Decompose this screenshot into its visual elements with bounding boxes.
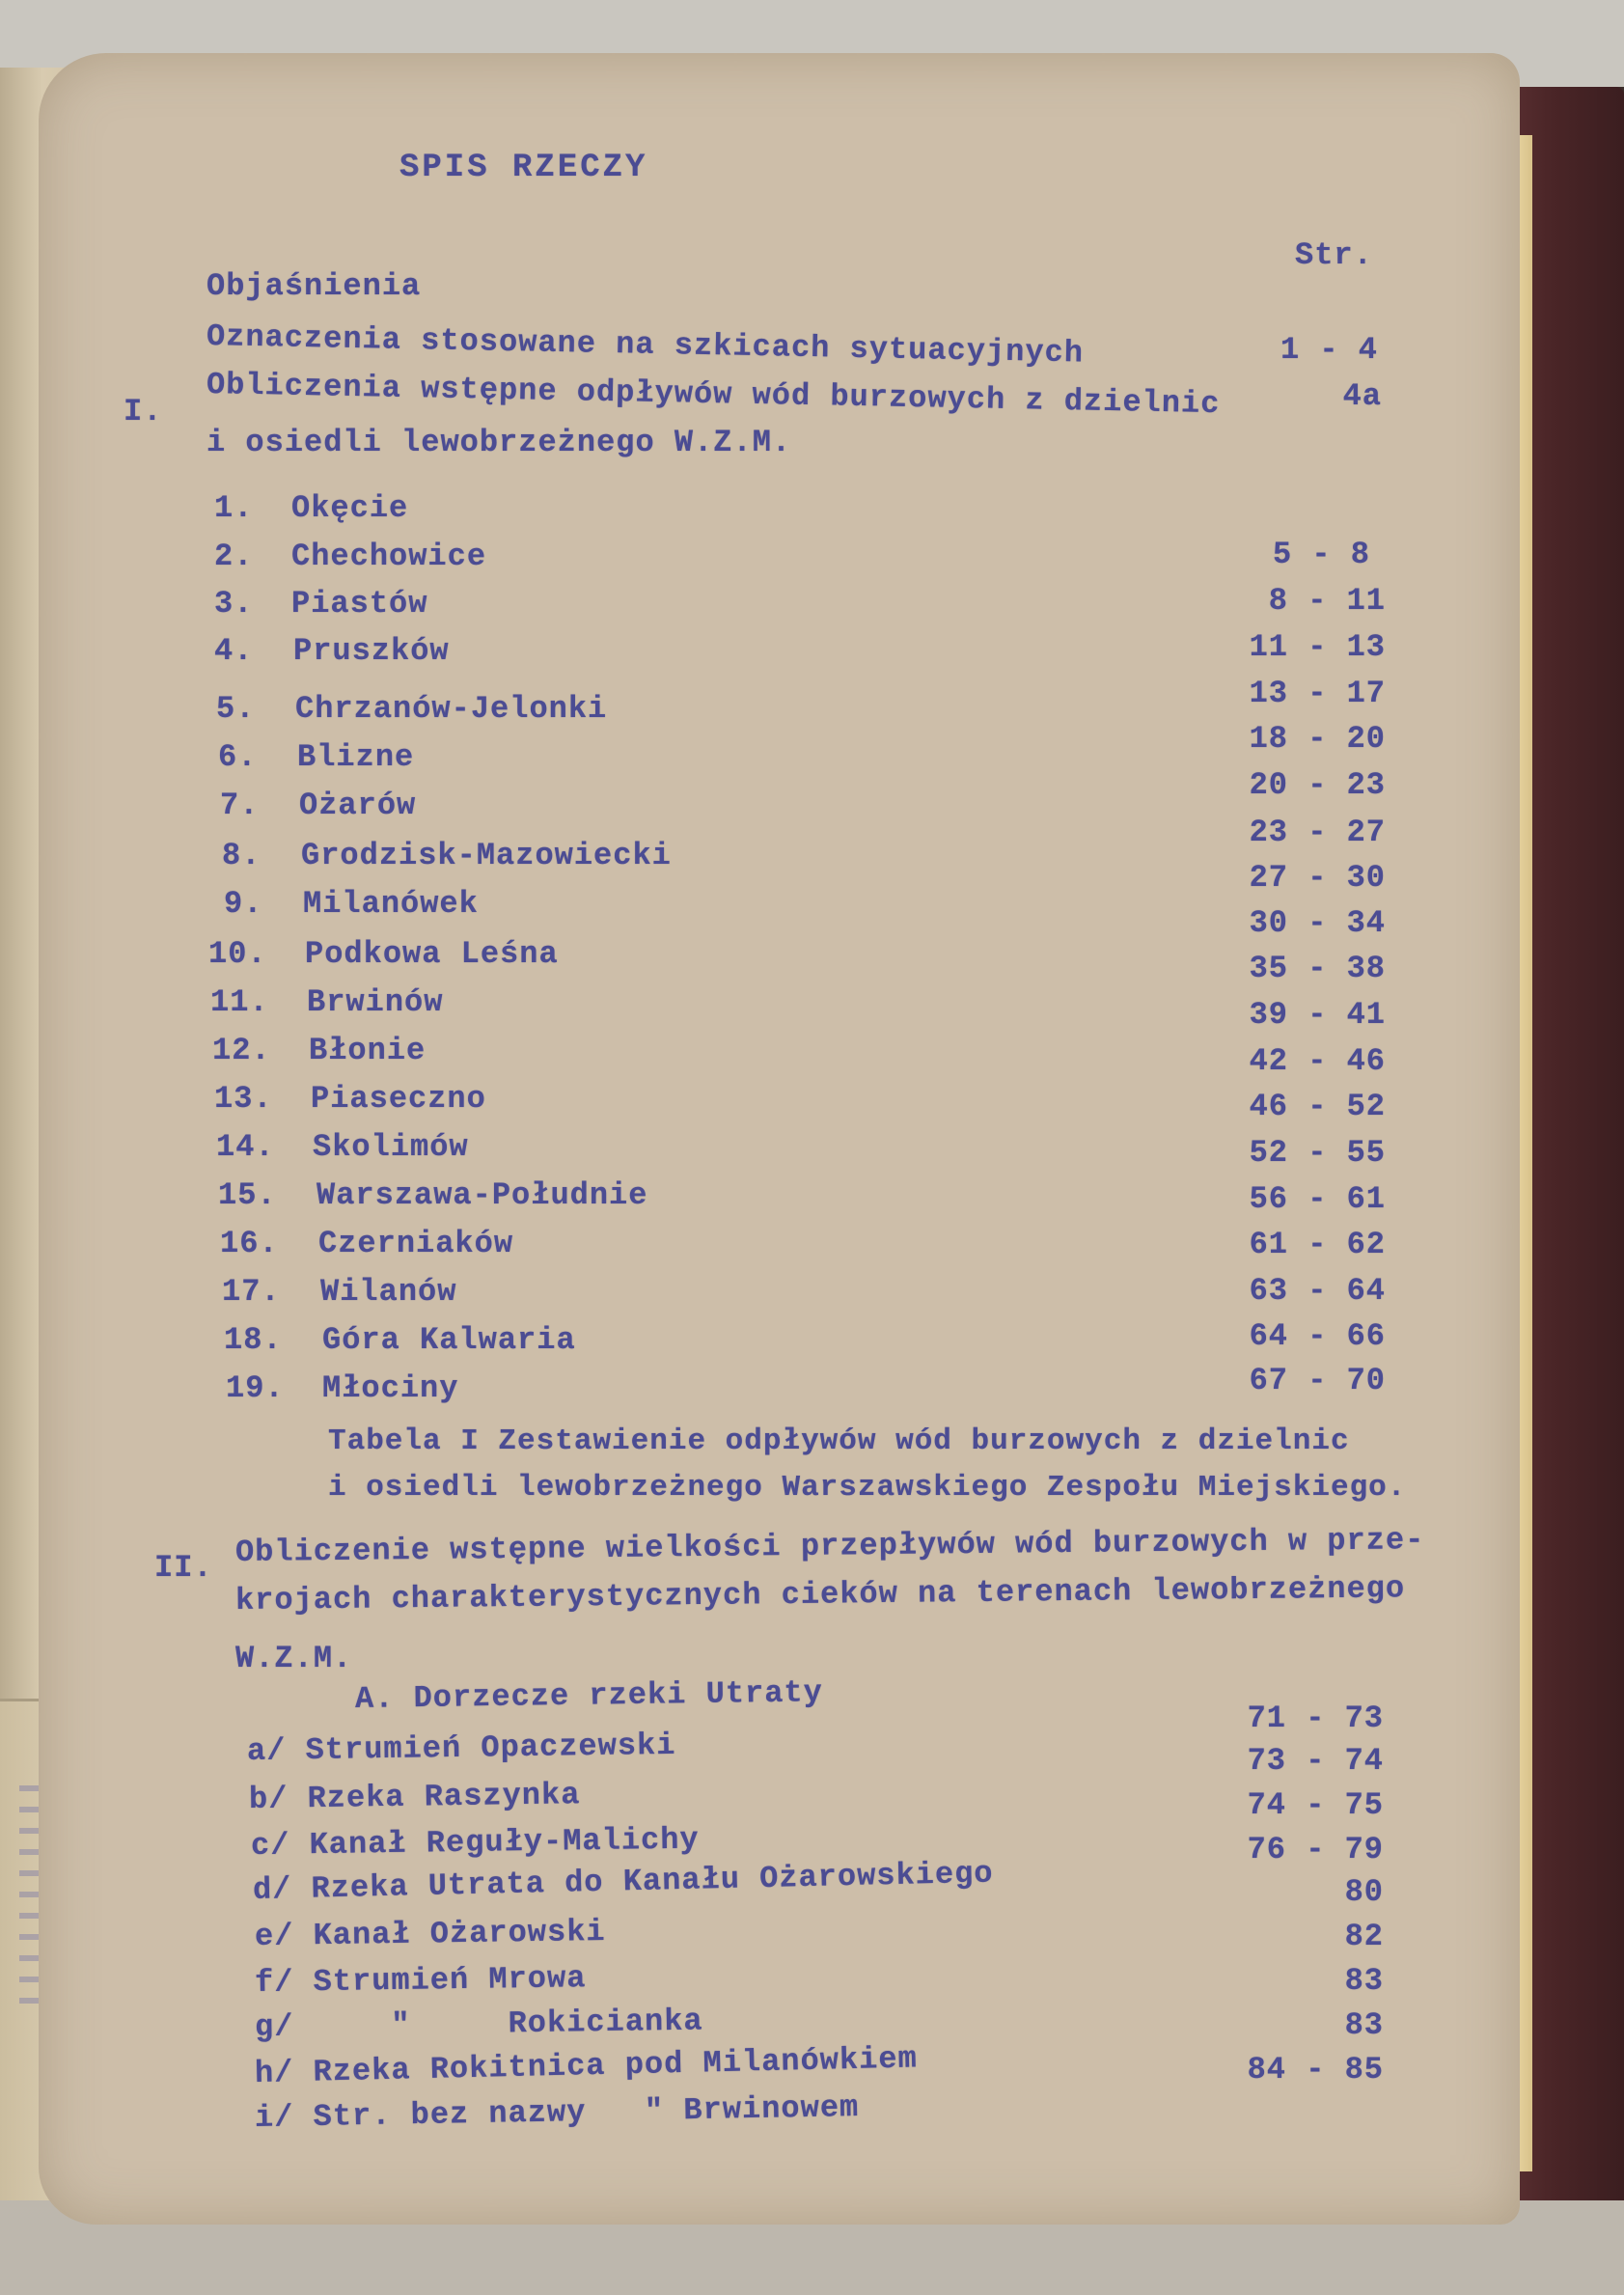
list-item-pages: 20 - 23 xyxy=(1249,767,1386,803)
list-item-name: Chrzanów-Jelonki xyxy=(295,691,608,727)
list-item-name: Piaseczno xyxy=(311,1081,486,1117)
section-1-numeral: I. xyxy=(124,394,163,429)
subsection-item-pages: 80 xyxy=(1344,1874,1384,1910)
list-item-name: Piastów xyxy=(291,586,428,622)
list-item-name: Góra Kalwaria xyxy=(322,1322,576,1358)
list-item-number: 12. xyxy=(212,1033,271,1068)
list-item-pages: 8 - 11 xyxy=(1268,583,1386,619)
section-2-heading: W.Z.M. xyxy=(235,1641,353,1676)
extra-pages: 67 - 70 xyxy=(1249,1363,1386,1398)
section-2-heading: krojach charakterystycznych cieków na terenach lewobrzeżnego xyxy=(234,1570,1406,1618)
list-item-name: Grodzisk-Mazowiecki xyxy=(301,838,672,873)
subsection-item: c/ Kanał Reguły-Malichy xyxy=(250,1821,700,1864)
list-item-pages: 13 - 17 xyxy=(1249,676,1386,711)
subsection-item-pages: 84 - 85 xyxy=(1247,2052,1384,2088)
subsection-item: f/ Strumień Mrowa xyxy=(254,1960,587,2001)
subsection-item-pages: 83 xyxy=(1344,2007,1384,2043)
list-item-name: Blizne xyxy=(297,739,415,775)
subsection-item-pages: 82 xyxy=(1344,1919,1384,1954)
list-item-pages: 63 - 64 xyxy=(1249,1273,1386,1309)
subsection-item: i/ Str. bez nazwy " Brwinowem xyxy=(254,2089,860,2136)
list-item-pages: 61 - 62 xyxy=(1249,1227,1386,1262)
list-item-number: 10. xyxy=(208,936,267,972)
list-item-number: 7. xyxy=(220,788,260,823)
section-1-heading: Obliczenia wstępne odpływów wód burzowych z dzielnic xyxy=(206,367,1221,423)
list-item-number: 9. xyxy=(224,886,263,922)
subsection-item: h/ Rzeka Rokitnica pod Milanówkiem xyxy=(254,2040,919,2091)
list-item-pages: 5 - 8 xyxy=(1272,537,1370,572)
list-item-number: 5. xyxy=(216,691,256,727)
list-item-name: Podkowa Leśna xyxy=(305,936,559,972)
list-item-number: 3. xyxy=(214,586,254,622)
section-2-heading: Obliczenie wstępne wielkości przepływów wód burzowych w prze- xyxy=(234,1522,1425,1570)
list-item-name: Ożarów xyxy=(299,788,417,823)
subsection-item-pages: 74 - 75 xyxy=(1247,1787,1384,1823)
list-item-name: Czerniaków xyxy=(318,1226,514,1261)
list-item-name: Pruszków xyxy=(293,633,450,669)
list-item-pages: 52 - 55 xyxy=(1249,1135,1386,1171)
subsection-item-pages: 73 - 74 xyxy=(1247,1743,1384,1779)
page-title: SPIS RZECZY xyxy=(399,150,648,186)
subsection-item: e/ Kanał Ożarowski xyxy=(254,1913,606,1954)
table-caption-line: Tabela I Zestawienie odpływów wód burzowych z dzielnic xyxy=(328,1424,1350,1458)
list-item-pages: 27 - 30 xyxy=(1249,860,1386,896)
list-item-pages: 42 - 46 xyxy=(1249,1043,1386,1079)
section-1-heading: i osiedli lewobrzeżnego W.Z.M. xyxy=(206,425,792,460)
list-item-name: Okęcie xyxy=(291,490,409,526)
list-item-number: 8. xyxy=(222,838,261,873)
list-item-number: 4. xyxy=(214,633,254,669)
list-item-pages: 11 - 13 xyxy=(1249,629,1386,665)
table-caption-line: i osiedli lewobrzeżnego Warszawskiego Zespołu Miejskiego. xyxy=(328,1471,1407,1505)
list-item-pages: 39 - 41 xyxy=(1249,997,1386,1033)
list-item-pages: 64 - 66 xyxy=(1249,1318,1386,1354)
section-1-heading-pages: 4a xyxy=(1342,378,1382,414)
list-item-name: Wilanów xyxy=(320,1274,457,1310)
subsection-item: d/ Rzeka Utrata do Kanału Ożarowskiego xyxy=(252,1855,994,1908)
list-item-name: Brwinów xyxy=(307,984,444,1020)
list-item-pages: 56 - 61 xyxy=(1249,1181,1386,1217)
list-item-pages: 30 - 34 xyxy=(1249,905,1386,941)
section-2-numeral: II. xyxy=(154,1550,213,1586)
subsection-item-pages: 71 - 73 xyxy=(1247,1701,1384,1736)
list-item-name: Chechowice xyxy=(291,539,487,574)
list-item-number: 11. xyxy=(210,984,269,1020)
list-item-number: 13. xyxy=(214,1081,273,1117)
list-item-number: 1. xyxy=(214,490,254,526)
list-item-number: 15. xyxy=(218,1177,277,1213)
list-item-pages: 18 - 20 xyxy=(1249,721,1386,757)
intro-entry: Oznaczenia stosowane na szkicach sytuacyjnych xyxy=(206,318,1085,372)
list-item-number: 17. xyxy=(222,1274,281,1310)
list-item-name: Milanówek xyxy=(303,886,479,922)
list-item-pages: 23 - 27 xyxy=(1249,815,1386,850)
subsection-item: b/ Rzeka Raszynka xyxy=(248,1777,581,1817)
subsection-item: g/ " Rokicianka xyxy=(254,2003,703,2045)
list-item-number: 2. xyxy=(214,539,254,574)
list-item-number: 18. xyxy=(224,1322,283,1358)
list-item-number: 19. xyxy=(226,1370,285,1406)
list-item-number: 14. xyxy=(216,1129,275,1165)
list-item-pages: 46 - 52 xyxy=(1249,1089,1386,1124)
subsection-item-pages: 83 xyxy=(1344,1963,1384,1999)
list-item-name: Błonie xyxy=(309,1033,427,1068)
page-column-header: Str. xyxy=(1295,237,1373,273)
list-item-number: 6. xyxy=(218,739,258,775)
subsection-heading: A. Dorzecze rzeki Utraty xyxy=(354,1674,824,1717)
list-item-pages: 35 - 38 xyxy=(1249,951,1386,986)
list-item-name: Młociny xyxy=(322,1370,459,1406)
intro-entry: Objaśnienia xyxy=(206,268,422,304)
list-item-name: Skolimów xyxy=(313,1129,469,1165)
list-item-name: Warszawa-Południe xyxy=(317,1177,648,1213)
list-item-number: 16. xyxy=(220,1226,279,1261)
subsection-item-pages: 76 - 79 xyxy=(1247,1832,1384,1867)
intro-entry-pages: 1 - 4 xyxy=(1280,332,1378,368)
subsection-item: a/ Strumień Opaczewski xyxy=(246,1727,676,1769)
